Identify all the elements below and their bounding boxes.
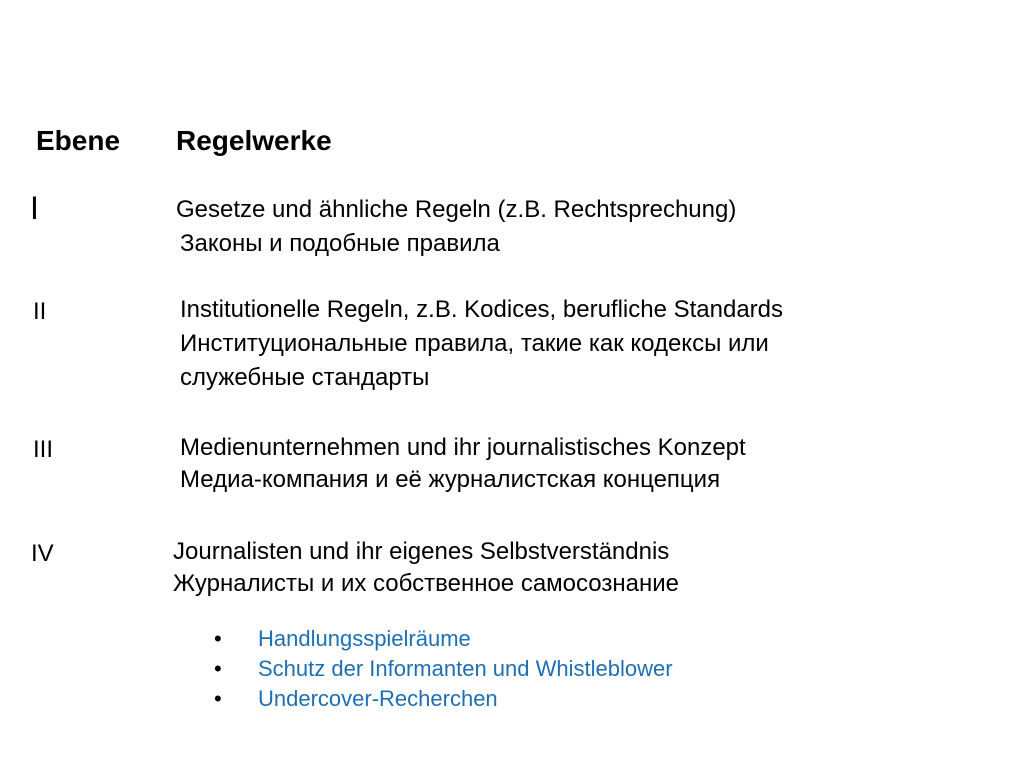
level-numeral-1: I [30,190,39,226]
list-item [214,684,673,714]
level-3-line-2: Медиа-компания и её журналистская концепция [180,466,721,493]
level-numeral-4: IV [31,540,54,567]
header-level-label: Ebene [36,125,121,156]
list-item [214,624,673,654]
bullet-text: Schutz der Informanten und Whistleblower [258,656,673,681]
level-1-line-1: Gesetze und ähnliche Regeln (z.B. Rechtsprechung) [176,196,737,223]
bullet-dot-icon: • [214,656,222,681]
bullet-text: Undercover-Recherchen [258,686,498,711]
level-4-line-1: Journalisten und ihr eigenes Selbstverständnis [173,538,670,565]
bullet-text: Handlungsspielräume [258,626,471,651]
level-2-line-1: Institutionelle Regeln, z.B. Kodices, berufliche Standards [180,296,784,323]
header-rules-label: Regelwerke [176,125,332,156]
level-4-line-2: Журналисты и их собственное самосознание [173,570,679,597]
level-2-line-3: служебные стандарты [180,364,430,391]
bullet-dot-icon: • [214,626,222,651]
level-numeral-3: III [33,436,54,463]
level-numeral-2: II [33,298,47,325]
bullet-dot-icon: • [214,686,222,711]
level-2-line-2: Институциональные правила, такие как кодексы или [180,330,769,357]
level-1-line-2: Законы и подобные правила [180,230,500,257]
list-item [214,654,673,684]
sub-points-list [214,624,673,714]
level-3-line-1: Medienunternehmen und ihr journalistisches Konzept [180,434,746,461]
